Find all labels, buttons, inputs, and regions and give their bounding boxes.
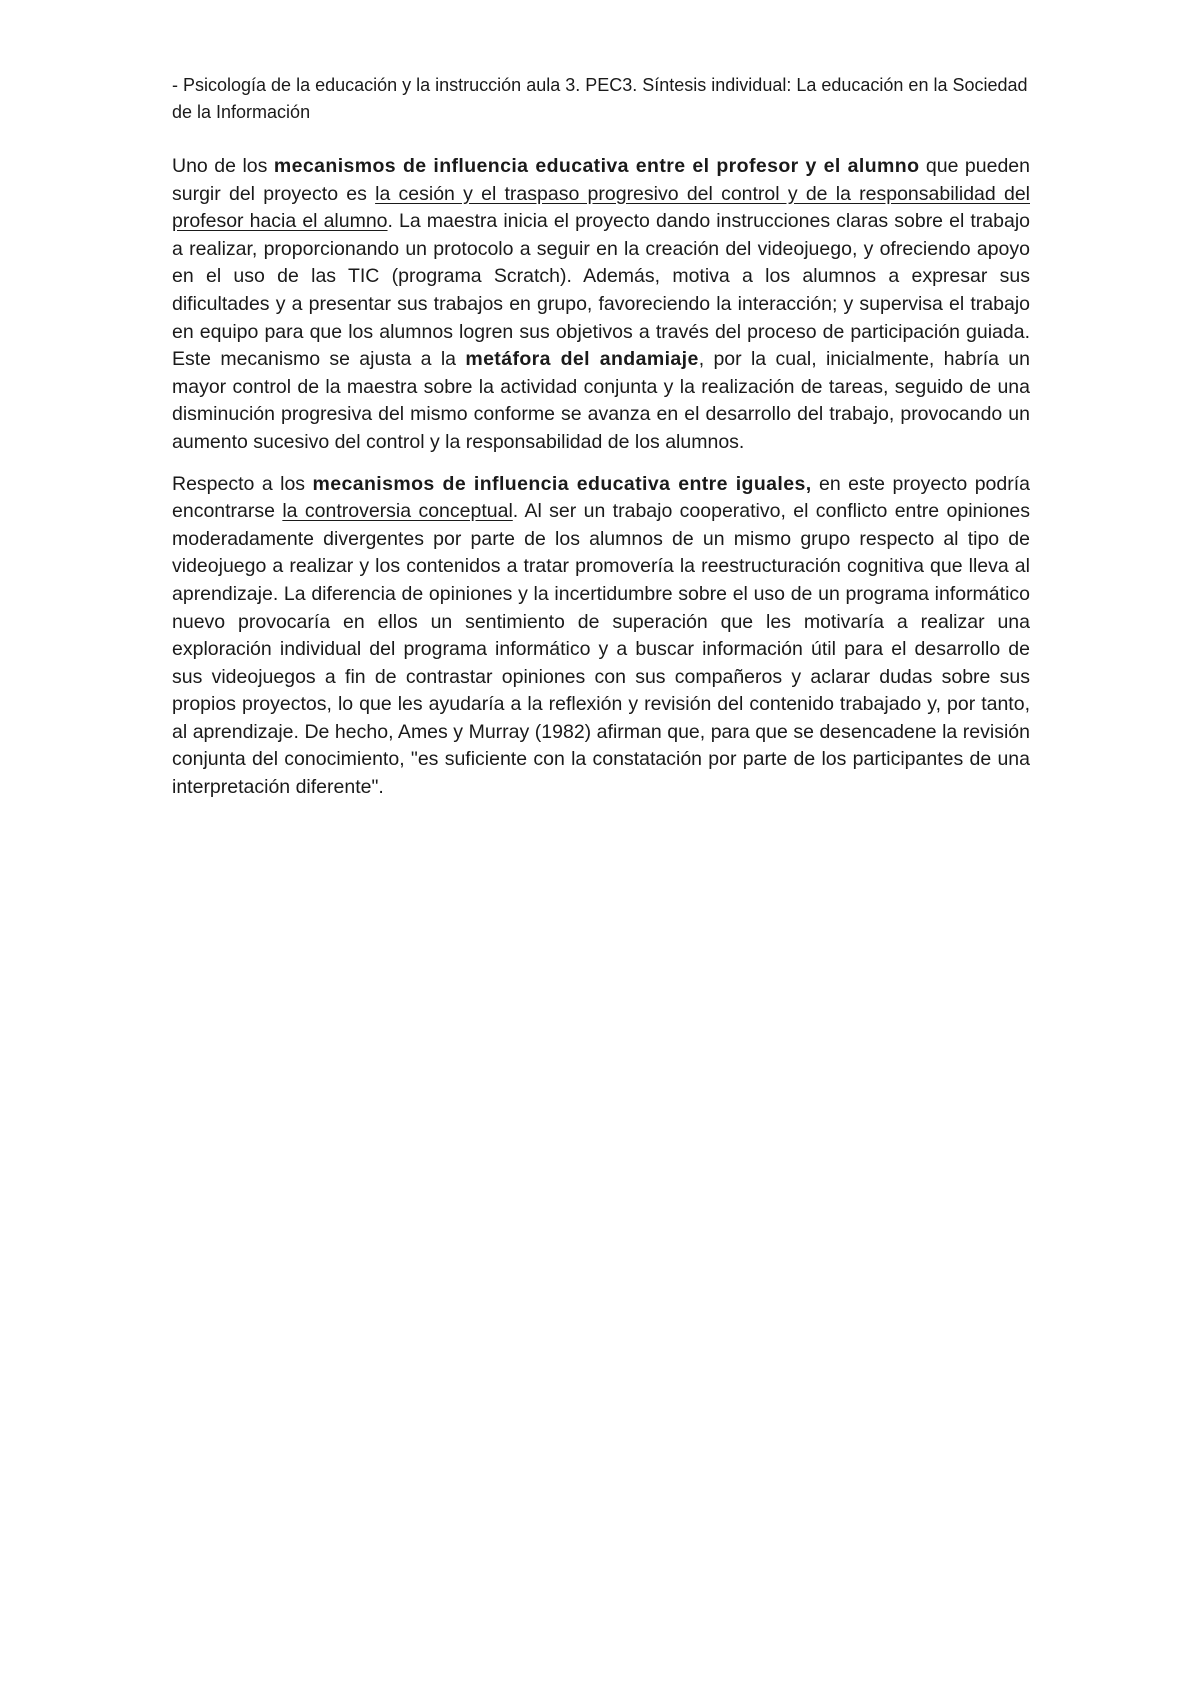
p2-text-2: en este proyecto podría encontrarse xyxy=(172,472,1031,523)
p1-text-1: Uno de los xyxy=(172,155,274,177)
paragraph-peers xyxy=(172,471,1030,802)
p2-underline-controversy: la controversia conceptual xyxy=(282,500,513,523)
p1-text-2: que pueden surgir del proyecto es xyxy=(172,155,1030,205)
p1-bold-scaffolding: metáfora del andamiaje xyxy=(465,348,699,371)
p1-text-4: , por la cual, inicialmente, habría un mayor control de la maestra sobre la actividad conjunta y la realización de tareas, seguido de una disminución progresiva del mismo conforme se avanza en el desarrollo del trabajo, provocando un aumento sucesivo del control y la responsabilidad de los alumnos. xyxy=(172,348,1030,453)
p1-text-3: . La maestra inicia el proyecto dando instrucciones claras sobre el trabajo a realizar, proporcionando un protocolo a seguir en la creación del videojuego, y ofreciendo apoyo en el uso de las TIC (programa Scratch). Además, motiva a los alumnos a expresar sus dificultades y a presentar sus trabajos en grupo, favoreciendo la interacción; y supervisa el trabajo en equipo para que los alumnos logren sus objetivos a través del proceso de participación guiada. Este mecanismo se ajusta a la xyxy=(172,210,1030,371)
p2-bold-mechanisms: mecanismos de influencia educativa entre iguales, xyxy=(312,472,812,495)
p2-text-3: . Al ser un trabajo cooperativo, el conflicto entre opiniones moderadamente divergentes por parte de los alumnos de un mismo grupo respecto al tipo de videojuego a realizar y los contenidos a tratar promovería la reestructuración cognitiva que lleva al aprendizaje. La diferencia de opiniones y la incertidumbre sobre el uso de un programa informático nuevo provocaría en ellos un sentimiento de superación que les motivaría a realizar una exploración individual del programa informático y a buscar información útil para el desarrollo de sus videojuegos a fin de contrastar opiniones con sus compañeros y aclarar dudas sobre sus propios proyectos, lo que les ayudaría a la reflexión y revisión del contenido trabajado y, por tanto, al aprendizaje. De hecho, Ames y Murray (1982) afirman que, para que se desencadene la revisión conjunta del conocimiento, "es suficiente con la constatación por parte de los participantes de una interpretación diferente". xyxy=(172,500,1030,799)
document-header: - Psicología de la educación y la instrucción aula 3. PEC3. Síntesis individual: La educación en la Sociedad de la Información xyxy=(172,75,1028,122)
document-body xyxy=(172,153,1030,816)
p1-bold-mechanisms: mecanismos de influencia educativa entre el profesor y el alumno xyxy=(273,155,920,177)
p1-underline-transfer: la cesión y el traspaso progresivo del control y de la responsabilidad del profesor hacia el alumno xyxy=(172,182,1030,233)
p2-text-1: Respecto a los xyxy=(172,472,313,495)
paragraph-teacher-student xyxy=(172,153,1030,457)
